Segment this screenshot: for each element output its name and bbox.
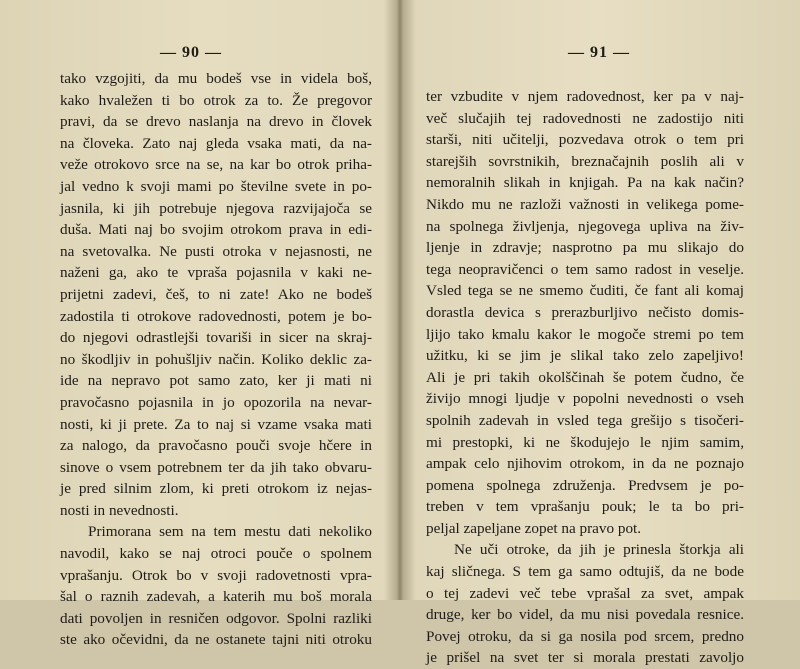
text-line: sinove o vsem potrebnem ter da jih tako obvaru- [60, 458, 372, 476]
text-line: ter vzbudite v njem radovednost, ker pa v naj- [426, 88, 744, 105]
text-line: treben v tem vprašanju pouk; le ta bo pri- [426, 498, 744, 516]
text-line: mi prestopki, ki ne škodujejo le njim samim, [426, 433, 744, 451]
text-line: Ali je pri takih okolščinah še potem čudno, če [426, 368, 744, 386]
text-line: pomena spolnega združenja. Predvsem je po- [426, 476, 744, 494]
text-line: jasnila, ki jih potrebuje njegova razvijajoča se [60, 199, 372, 217]
text-line: pravočasno pojasnila in jo opozorila na nevar- [60, 393, 372, 411]
text-line: peljal zapeljane zopet na pravo pot. [426, 519, 642, 537]
text-line: kaj sličnega. S tem ga samo odtujiš, da ne bode [426, 563, 744, 581]
page-number: — 90 — [160, 44, 222, 61]
text-line: navodil, kako se naj otroci pouče o spolnem [60, 545, 372, 563]
text-line: Vsled tega se ne smemo čuditi, če fant ali komaj [426, 282, 744, 300]
text-line: zadostila ti otrokove radovednosti, potem je bo- [60, 307, 372, 325]
page-text [426, 86, 744, 669]
text-line: nosti in nevednosti. [60, 501, 179, 519]
text-line: Ne uči otroke, da jih je prinesla štorkja ali [454, 541, 744, 559]
text-line: nosti, ki ji prete. Za to naj si vzame vsaka mati [60, 415, 372, 433]
text-line: šal o raznih zadevah, a katerih mu boš morala [60, 588, 372, 606]
text-line: ampak celo njihovim otrokom, in da ne poznajo [426, 455, 744, 473]
page-text [60, 68, 372, 651]
text-line: kako hvaležen ti bo otrok za to. Že pregovor [60, 91, 372, 109]
text-line: užitku, ki se jim je slikal tako zelo zapeljivo! [426, 347, 744, 365]
text-line: ste ako očevidni, da ne ostanete tajni niti otroku [60, 631, 372, 649]
text-line: naženi ga, ako te vpraša pojasnila v kaki ne- [60, 264, 372, 282]
text-line: na svetovalka. Ne pusti otroka v nejasnosti, ne [60, 242, 372, 260]
text-line: starejših sovrstnikih, breznačajnih poslih ali v [426, 152, 744, 170]
text-line: tako vzgojiti, da mu bodeš vse in videla boš, [60, 70, 372, 87]
text-line: do njegovi odrastlejši tovariši in sicer na skraj- [60, 329, 372, 347]
text-line: veže otrokovo srce na se, na kar bo otrok priha- [60, 156, 372, 174]
text-line: ide na nepravo pot samo zato, ker ji mati ni [60, 372, 372, 390]
text-line: no škodljiv in pohušljiv način. Koliko deklic za- [60, 350, 372, 368]
text-line: ljijo tako kmalu kakor le mogoče stremi po tem [426, 325, 744, 343]
text-line: za nalogo, da pravočasno pouči svoje hčere in [60, 437, 372, 455]
page-number: — 91 — [568, 44, 630, 61]
text-line: jal vedno k svoji mami po številne svete in po- [60, 177, 372, 195]
text-line: nemoralnih slikah in knjigah. Pa na kak način? [426, 174, 744, 192]
text-line: Primorana sem na tem mestu dati nekoliko [88, 523, 372, 541]
text-line: je pred silnim zlom, ki preti otrokom iz nejas- [60, 480, 372, 498]
left-page [0, 0, 398, 649]
text-line: na spolnega življenja, njegovega upliva na živ- [426, 217, 744, 235]
text-line: dorastla devica s prerazburljivo nečisto domis- [426, 303, 744, 321]
text-line: dati povoljen in resničen odgovor. Spolni razliki [60, 609, 372, 627]
text-line: druge, ker bo videl, da mu nisi povedala resnice. [426, 606, 744, 624]
text-line: pravi, da se drevo naslanja na drevo in človek [60, 113, 372, 131]
text-line: spolnih zadevah in vsled tega grešijo s tisočeri- [426, 411, 744, 429]
text-line: več slučajih tej radovednosti ne zadostijo niti [426, 109, 744, 127]
text-line: Povej otroku, da si ga nosila pod srcem, predno [426, 627, 744, 645]
right-page [402, 0, 800, 667]
text-line: o tej zadevi več tebe vprašal za svet, ampak [426, 584, 744, 602]
text-line: živijo mnogi ljudje v popolni nevednosti o vseh [426, 390, 744, 408]
text-line: je prišel na svet ter si morala prestati zavoljo [426, 649, 744, 667]
text-line: duša. Mati naj bo svojim otrokom prava in edi- [60, 221, 372, 239]
text-line: tega neopravičenci o tem samo radost in veselje. [426, 260, 744, 278]
text-line: prijetni zadevi, češ, to ni zate! Ako ne bodeš [60, 285, 372, 303]
text-line: starši, niti učitelji, pozvedava otrok o tem pri [426, 131, 744, 149]
text-line: Nikdo mu ne razloži važnosti in velikega pome- [426, 195, 744, 213]
text-line: na človeka. Zato naj gleda vsaka mati, da na- [60, 134, 372, 152]
text-line: ljenje in zdravje; nasprotno pa mu slikajo do [426, 239, 744, 257]
text-line: vprašanju. Otrok bo v svoji radovetnosti vpra- [60, 566, 372, 584]
